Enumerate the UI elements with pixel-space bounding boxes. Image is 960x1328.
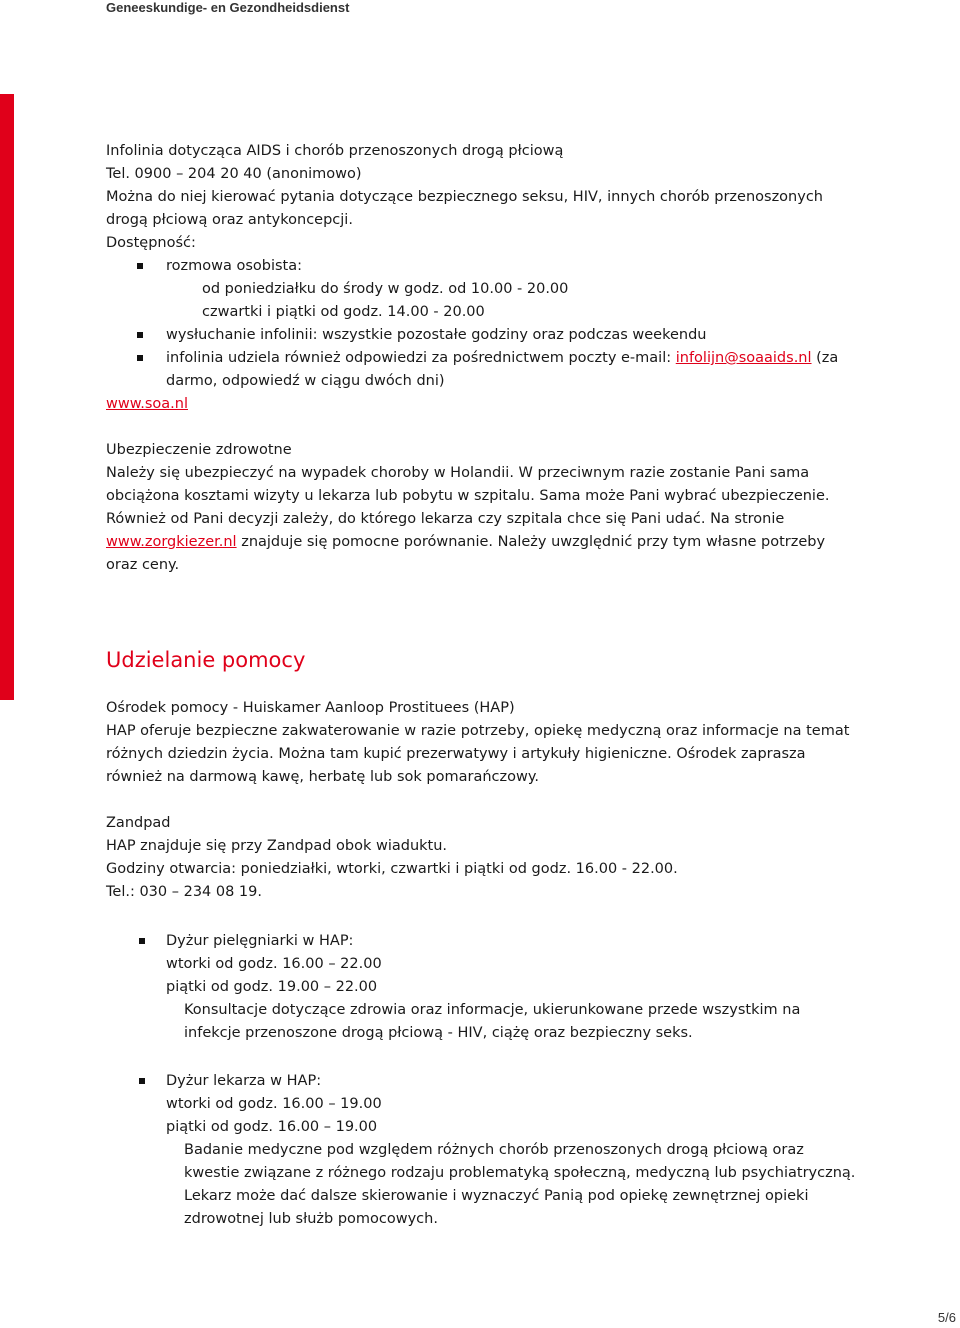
- list-item: [106, 255, 866, 278]
- bullet-text: wysłuchanie infolinii: wszystkie pozostałe godziny oraz podczas weekendu: [166, 327, 707, 343]
- list-item: [106, 324, 866, 347]
- bullet-text-tail: (za: [811, 350, 839, 366]
- help-section: [106, 645, 866, 675]
- bullet-icon: [137, 355, 143, 361]
- infolinia-heading: Infolinia dotycząca AIDS i chorób przenoszonych drogą płciową: [106, 143, 564, 159]
- hours-line-2: czwartki i piątki od godz. 14.00 - 20.00: [202, 304, 485, 320]
- document-header: Geneeskundige- en Gezondheidsdienst: [106, 0, 350, 15]
- doctor-hours-2: piątki od godz. 16.00 – 19.00: [166, 1119, 378, 1135]
- doctor-hours-1: wtorki od godz. 16.00 – 19.00: [166, 1096, 382, 1112]
- insurance-text-2: obciążona kosztami wizyty u lekarza lub pobytu w szpitalu. Sama może Pani wybrać ubezpieczenie.: [106, 488, 830, 504]
- nurse-hours-2: piątki od godz. 19.00 – 22.00: [166, 979, 378, 995]
- zandpad-text-3: Tel.: 030 – 234 08 19.: [106, 884, 262, 900]
- hap-text-2: różnych dziedzin życia. Można tam kupić prezerwatywy i artykuły higieniczne. Ośrodek zaprasza: [106, 746, 806, 762]
- section-title: Udzielanie pomocy: [106, 648, 306, 672]
- doctor-desc-3: Lekarz może dać dalsze skierowanie i wyznaczyć Panią pod opiekę zewnętrznej opieki: [184, 1188, 809, 1204]
- hap-heading: Ośrodek pomocy - Huiskamer Aanloop Prostituees (HAP): [106, 700, 515, 716]
- nurse-section: [106, 930, 866, 1045]
- infolinia-section: [106, 140, 866, 577]
- infolinia-desc-1: Można do niej kierować pytania dotyczące bezpiecznego seksu, HIV, innych chorób przenoszonych: [106, 189, 823, 205]
- zorgkiezer-link[interactable]: www.zorgkiezer.nl: [106, 534, 237, 550]
- list-item: [106, 347, 866, 370]
- side-accent-bar: [0, 94, 14, 700]
- hours-line-1: od poniedziałku do środy w godz. od 10.00 - 20.00: [202, 281, 569, 297]
- infolinia-tel: Tel. 0900 – 204 20 40 (anonimowo): [106, 166, 362, 182]
- doctor-desc-2: kwestie związane z różnego rodzaju problematyką społeczną, medyczną lub psychiatryczną.: [184, 1165, 856, 1181]
- doctor-desc-4: zdrowotnej lub służb pomocowych.: [184, 1211, 438, 1227]
- nurse-title: Dyżur pielęgniarki w HAP:: [166, 933, 354, 949]
- bullet-text: infolinia udziela również odpowiedzi za pośrednictwem poczty e-mail:: [166, 350, 676, 366]
- bullet-icon: [137, 263, 143, 269]
- doctor-section: [106, 1070, 866, 1231]
- insurance-text-5: oraz ceny.: [106, 557, 180, 573]
- nurse-desc-1: Konsultacje dotyczące zdrowia oraz informacje, ukierunkowane przede wszystkim na: [184, 1002, 801, 1018]
- nurse-desc-2: infekcje przenoszone drogą płciową - HIV, ciążę oraz bezpieczny seks.: [184, 1025, 693, 1041]
- nurse-hours-1: wtorki od godz. 16.00 – 22.00: [166, 956, 382, 972]
- list-item: [106, 930, 866, 953]
- bullet-continuation: darmo, odpowiedź w ciągu dwóch dni): [166, 373, 445, 389]
- zandpad-text-1: HAP znajduje się przy Zandpad obok wiaduktu.: [106, 838, 448, 854]
- soa-website-link[interactable]: www.soa.nl: [106, 396, 188, 412]
- hap-text-3: również na darmową kawę, herbatę lub sok pomarańczowy.: [106, 769, 539, 785]
- infolinia-desc-2: drogą płciową oraz antykoncepcji.: [106, 212, 353, 228]
- zandpad-text-2: Godziny otwarcia: poniedziałki, wtorki, czwartki i piątki od godz. 16.00 - 22.00.: [106, 861, 678, 877]
- doctor-desc-1: Badanie medyczne pod względem różnych chorób przenoszonych drogą płciową oraz: [184, 1142, 804, 1158]
- bullet-icon: [137, 332, 143, 338]
- doctor-title: Dyżur lekarza w HAP:: [166, 1073, 322, 1089]
- insurance-text-4-tail: znajduje się pomocne porównanie. Należy uwzględnić przy tym własne potrzeby: [236, 534, 826, 550]
- availability-label: Dostępność:: [106, 235, 196, 251]
- bullet-text: rozmowa osobista:: [166, 258, 303, 274]
- bullet-icon: [139, 938, 145, 944]
- bullet-icon: [139, 1078, 145, 1084]
- list-item: [106, 1070, 866, 1093]
- email-link[interactable]: infolijn@soaaids.nl: [675, 350, 812, 366]
- insurance-text-3: Również od Pani decyzji zależy, do którego lekarza czy szpitala chce się Pani udać. Na stronie: [106, 511, 785, 527]
- hap-text-1: HAP oferuje bezpieczne zakwaterowanie w razie potrzeby, opiekę medyczną oraz informacje na temat: [106, 723, 850, 739]
- hap-section: [106, 697, 866, 904]
- page-number: 5/6: [937, 1310, 956, 1325]
- insurance-heading: Ubezpieczenie zdrowotne: [106, 442, 292, 458]
- zandpad-heading: Zandpad: [106, 815, 171, 831]
- insurance-text-4: [106, 531, 866, 554]
- insurance-text-1: Należy się ubezpieczyć na wypadek choroby w Holandii. W przeciwnym razie zostanie Pani sama: [106, 465, 810, 481]
